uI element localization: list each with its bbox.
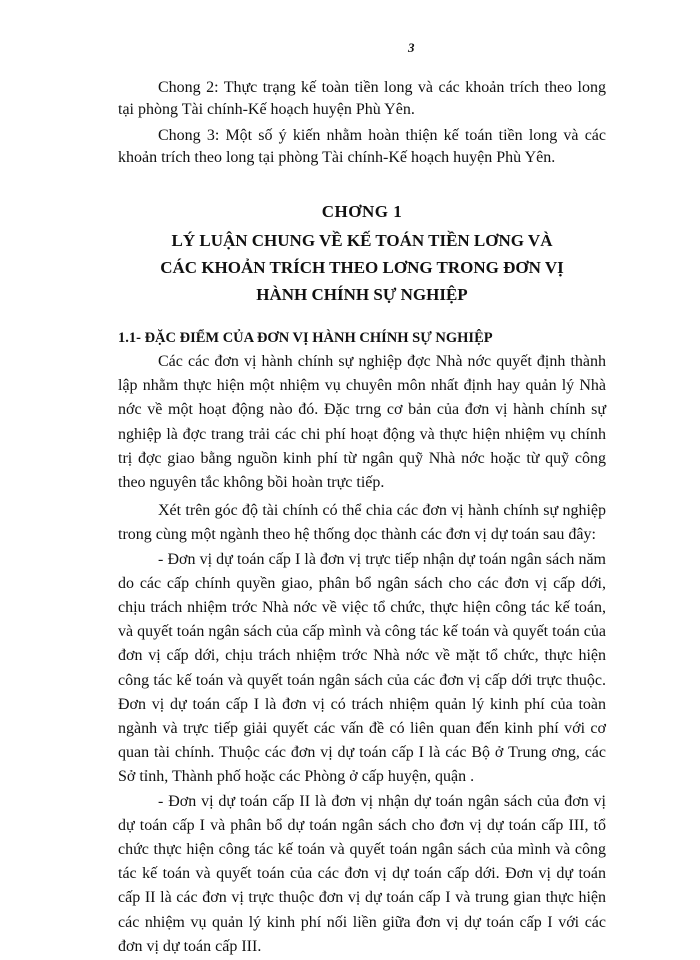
- intro-paragraph-chapter-2: Chong 2: Thực trạng kế toàn tiền long và các khoản trích theo long tại phòng Tài chính-Kế hoạch huyện Phù Yên.: [118, 79, 606, 118]
- chapter-heading: [118, 199, 606, 308]
- intro-paragraph-chapter-3: Chong 3: Một số ý kiến nhằm hoàn thiện kế toán tiền long và các khoản trích theo long tại phòng Tài chính-Kế hoạch huyện Phù Yên.: [118, 127, 606, 166]
- chapter-title-line: CÁC KHOẢN TRÍCH THEO LƠNG TRONG ĐƠN VỊ: [160, 258, 564, 277]
- page-number: 3: [408, 40, 415, 55]
- body-paragraph: - Đơn vị dự toán cấp I là đơn vị trực tiếp nhận dự toán ngân sách năm do các cấp chính quyền giao, phân bổ ngân sách cho các đơn vị cấp dới, chịu trách nhiệm trớc Nhà nớc về việc tổ chức, thực hiện công tác kế toán, và quyết toán ngân sách của cấp mình và công tác kế toán và quyết toán của đơn vị cấp dới, chịu trách nhiệm trớc Nhà nớc về mặt tổ chức, thực hiện công tác kế toán và quyết toán ngân sách của các đơn vị cấp dới trực thuộc. Đơn vị dự toán cấp I là đơn vị có trách nhiệm quản lý kinh phí của toàn ngành và trực tiếp giải quyết các vấn đề có liên quan đến kinh phí với cơ quan tài chính. Thuộc các đơn vị dự toán cấp I là các Bộ ở Trung ơng, các Sở tỉnh, Thành phố hoặc các Phòng ở cấp huyện, quận .: [118, 550, 606, 786]
- body-paragraph: Các các đơn vị hành chính sự nghiệp đợc Nhà nớc quyết định thành lập nhằm thực hiện một nhiệm vụ chuyên môn nhất định hay quản lý Nhà nớc về một hoạt động nào đó. Đặc trng cơ bản của đơn vị hành chính sự nghiệp là đợc trang trải các chi phí hoạt động và thực hiện nhiệm vụ chính trị đợc giao bằng nguồn kinh phí từ ngân quỹ Nhà nớc hoặc từ quỹ công theo nguyên tắc không bồi hoàn trực tiếp.: [118, 353, 606, 492]
- section-heading: 1.1- ĐẶC ĐIỂM CỦA ĐƠN VỊ HÀNH CHÍNH SỰ NGHIỆP: [118, 330, 493, 346]
- document-body: [118, 77, 606, 959]
- body-paragraph: Xét trên góc độ tài chính có thể chia các đơn vị hành chính sự nghiệp trong cùng một ngành theo hệ thống dọc thành các đơn vị dự toán sau đây:: [118, 502, 606, 544]
- chapter-title-line: HÀNH CHÍNH SỰ NGHIỆP: [256, 285, 468, 304]
- chapter-label: CHƠNG 1: [321, 202, 403, 221]
- body-paragraph: - Đơn vị dự toán cấp II là đơn vị nhận dự toán ngân sách của đơn vị dự toán cấp I và phân bổ dự toán ngân sách cho đơn vị dự toán cấp III, tổ chức thực hiện công tác kế toán và quyết toán ngân sách của mình và công tác kế toán và quyết toán của các đơn vị dự toán cấp dới. Đơn vị dự toán cấp II là các đơn vị trực thuộc đơn vị dự toán cấp I và trung gian thực hiện các nhiệm vụ quản lý kinh phí nối liền giữa đơn vị dự toán cấp I với các đơn vị dự toán cấp III.: [118, 792, 606, 955]
- section-body: [118, 350, 606, 959]
- chapter-title-line: LÝ LUẬN CHUNG VỀ KẾ TOÁN TIỀN LƠNG VÀ: [171, 231, 553, 250]
